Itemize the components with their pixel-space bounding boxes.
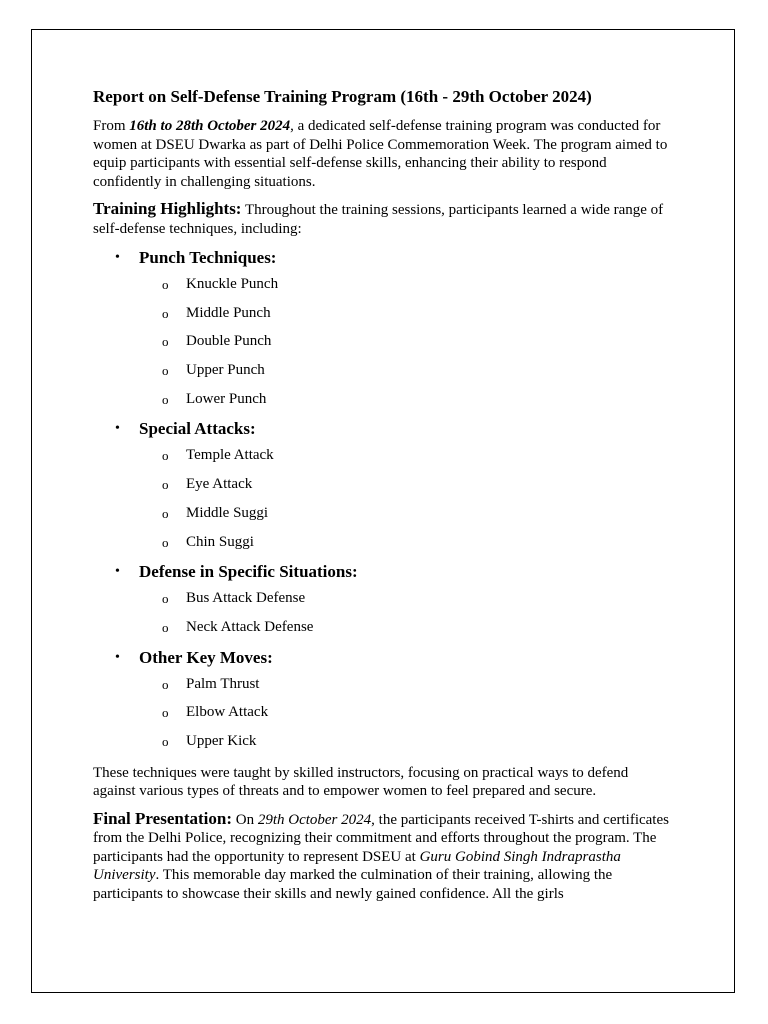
technique-label: Temple Attack	[186, 447, 274, 464]
intro-dates: 16th to 28th October 2024	[129, 118, 291, 134]
technique-label: Bus Attack Defense	[186, 590, 306, 607]
bullet-icon: •	[115, 421, 120, 437]
intro-text-after: , a dedicated self-defense training program was conducted for women at DSEU Dwarka as part of Delhi Police Commemoration Week. The program aimed to equip participants with essential self-defense skills, enhancing their ability to respond confidently in challenging situations.	[93, 118, 668, 190]
section-item	[93, 561, 673, 646]
final-text-2: , the participants received T-shirts and certificates from the Delhi Police, recognizing their commitment and efforts throughout the program. The participants had the opportunity to represent DSEU at	[93, 811, 669, 865]
sub-bullet-icon: o	[162, 676, 169, 692]
final-paragraph	[93, 810, 673, 904]
technique-label: Lower Punch	[186, 390, 267, 407]
technique-label: Double Punch	[186, 333, 272, 350]
highlights-paragraph	[93, 200, 673, 238]
technique-label: Eye Attack	[186, 476, 253, 493]
bullet-icon: •	[115, 649, 120, 665]
technique-label: Middle Punch	[186, 304, 271, 321]
section-heading: Special Attacks:	[139, 419, 256, 439]
technique-label: Palm Thrust	[186, 675, 260, 692]
technique-item	[139, 390, 673, 419]
final-date: 29th October 2024	[257, 811, 372, 828]
sub-bullet-icon: o	[162, 733, 169, 749]
technique-item	[139, 446, 673, 475]
technique-sublist	[139, 675, 673, 761]
technique-item	[139, 703, 673, 732]
section-heading: Other Key Moves:	[139, 647, 273, 667]
final-lead: Final Presentation:	[93, 808, 232, 828]
technique-label: Neck Attack Defense	[186, 618, 314, 635]
document-body	[93, 86, 673, 912]
technique-item	[139, 675, 673, 704]
intro-paragraph	[93, 117, 673, 191]
sub-bullet-icon: o	[162, 363, 169, 379]
sub-bullet-icon: o	[162, 391, 169, 407]
sub-bullet-icon: o	[162, 591, 169, 607]
technique-label: Chin Suggi	[186, 533, 254, 550]
technique-item	[139, 475, 673, 504]
bullet-icon: •	[115, 564, 120, 580]
summary-paragraph: These techniques were taught by skilled instructors, focusing on practical ways to defend against various types of threats and to empower women to feel prepared and secure.	[93, 764, 629, 800]
final-text-3: . This memorable day marked the culmination of their training, allowing the participants to showcase their skills and newly gained confidence. All the girls	[93, 867, 613, 902]
technique-label: Knuckle Punch	[186, 276, 279, 292]
sub-bullet-icon: o	[162, 619, 169, 635]
intro-text-before: From	[93, 118, 130, 134]
section-heading: Defense in Specific Situations:	[139, 562, 358, 582]
sub-bullet-icon: o	[162, 305, 169, 321]
technique-sublist	[139, 589, 673, 646]
technique-item	[139, 589, 673, 618]
technique-item	[139, 275, 673, 304]
highlights-text: Throughout the training sessions, participants learned a wide range of self-defense techniques, including:	[93, 202, 664, 237]
sub-bullet-icon: o	[162, 505, 169, 521]
bullet-icon: •	[115, 250, 120, 265]
section-item	[93, 647, 673, 761]
technique-item	[139, 332, 673, 361]
section-item	[93, 418, 673, 561]
technique-label: Upper Kick	[186, 732, 257, 749]
sub-bullet-icon: o	[162, 277, 169, 292]
report-title: Report on Self-Defense Training Program (16th - 29th October 2024)	[93, 87, 592, 106]
technique-item	[139, 618, 673, 647]
sub-bullet-icon: o	[162, 534, 169, 550]
final-text-1: On	[231, 811, 258, 828]
technique-item	[139, 304, 673, 333]
technique-item	[139, 361, 673, 390]
sub-bullet-icon: o	[162, 448, 169, 464]
final-university: Guru Gobind Singh Indraprastha University	[93, 848, 621, 884]
technique-item	[139, 504, 673, 533]
section-item	[93, 247, 673, 418]
technique-label: Middle Suggi	[186, 504, 269, 521]
sub-bullet-icon: o	[162, 334, 169, 350]
technique-sublist	[139, 446, 673, 561]
highlights-lead: Training Highlights:	[93, 199, 242, 218]
technique-label: Upper Punch	[186, 362, 265, 379]
techniques-list	[93, 247, 673, 761]
technique-item	[139, 732, 673, 761]
section-heading: Punch Techniques:	[139, 248, 277, 267]
technique-item	[139, 533, 673, 562]
technique-label: Elbow Attack	[186, 704, 269, 721]
sub-bullet-icon: o	[162, 705, 169, 721]
technique-sublist	[139, 275, 673, 418]
sub-bullet-icon: o	[162, 477, 169, 493]
